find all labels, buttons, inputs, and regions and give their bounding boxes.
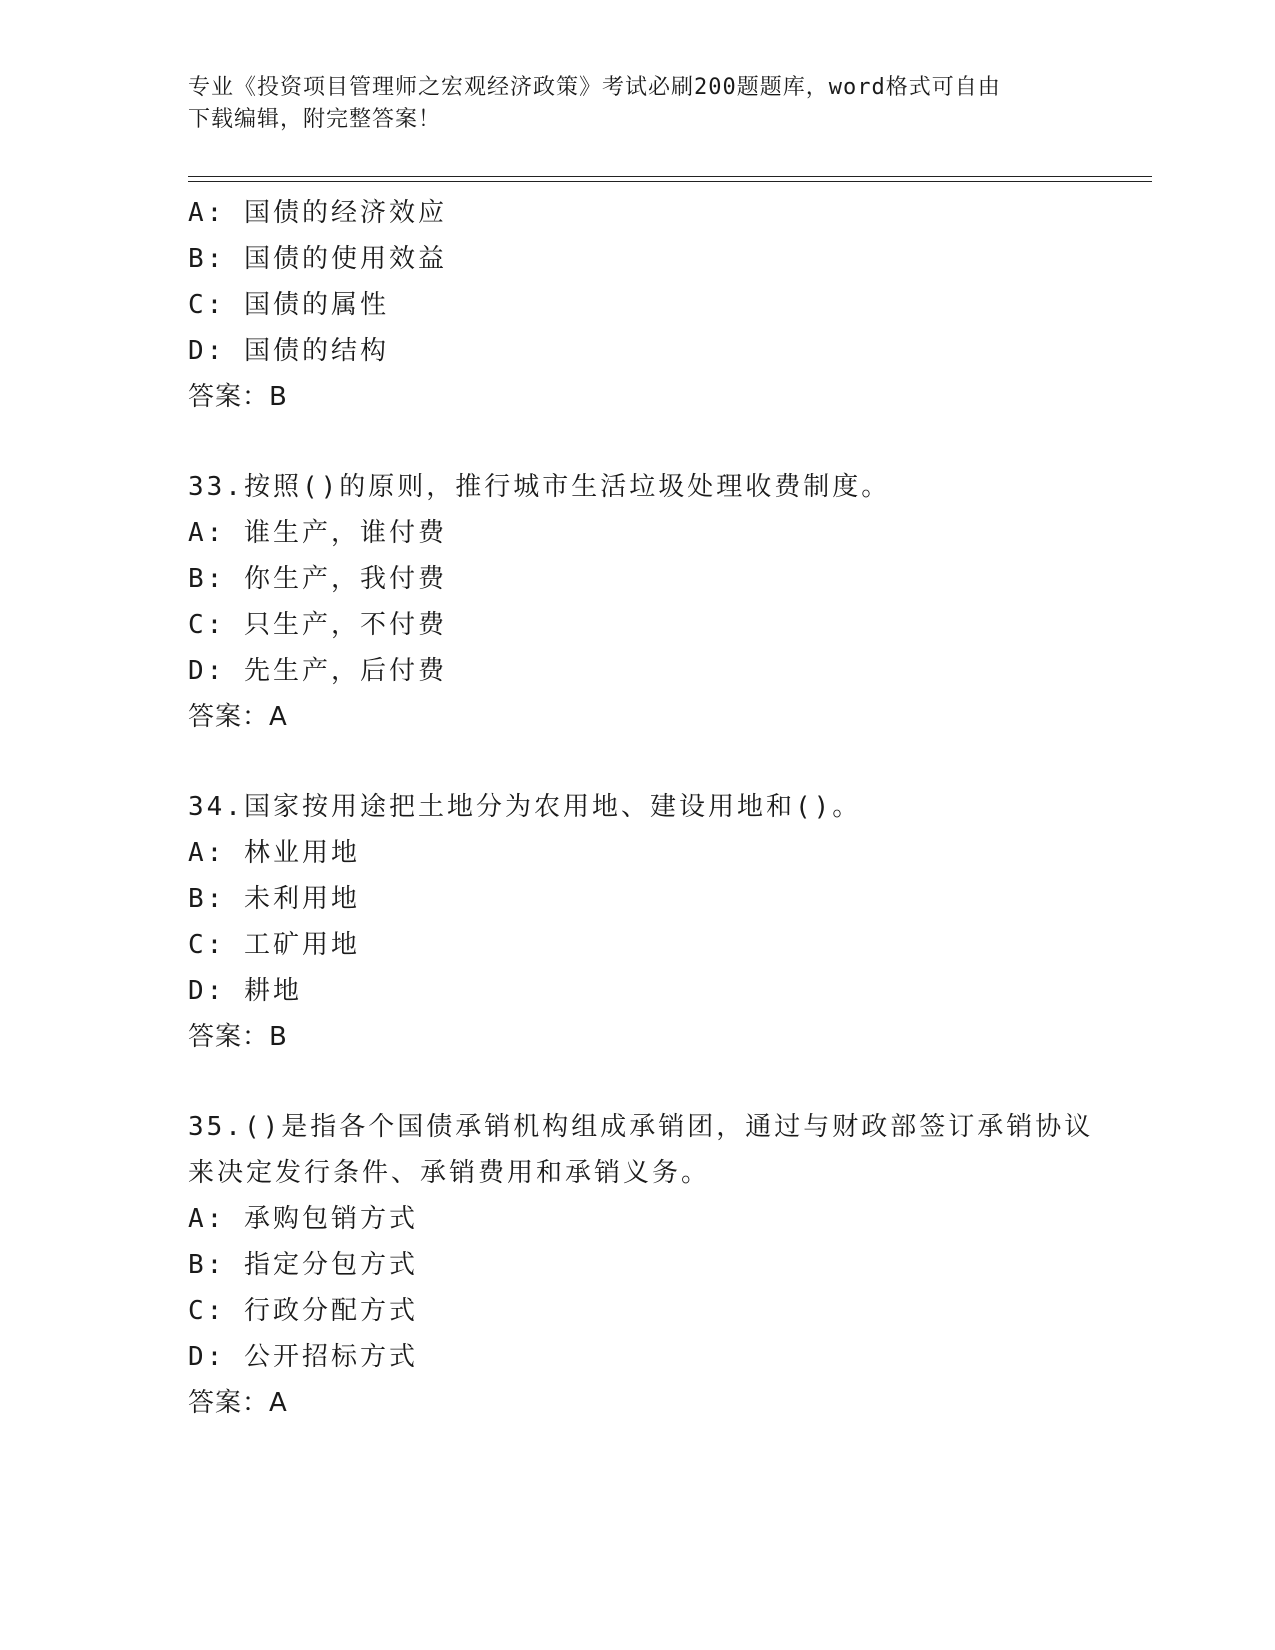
question-32 [188, 190, 1088, 420]
option-b: B: 指定分包方式 [188, 1250, 418, 1280]
answer: 答案：A [188, 702, 288, 732]
header-line-1: 专业《投资项目管理师之宏观经济政策》考试必刷200题题库，word格式可自由 [188, 75, 1001, 100]
question-stem: 34.国家按用途把土地分为农用地、建设用地和()。 [188, 792, 862, 822]
option-b: B: 国债的使用效益 [188, 244, 447, 274]
header-line-2: 下载编辑，附完整答案！ [188, 107, 442, 132]
option-b: B: 你生产，我付费 [188, 564, 447, 594]
option-d: D: 先生产，后付费 [188, 656, 447, 686]
question-35 [188, 1104, 1094, 1426]
question-stem-line-1: 35.()是指各个国债承销机构组成承销团，通过与财政部签订承销协议 [188, 1112, 1094, 1142]
option-d: D: 公开招标方式 [188, 1342, 418, 1372]
option-a: A: 承购包销方式 [188, 1204, 418, 1234]
option-d: D: 国债的结构 [188, 336, 389, 366]
answer: 答案：B [188, 382, 288, 412]
option-a: A: 谁生产，谁付费 [188, 518, 447, 548]
answer: 答案：B [188, 1022, 288, 1052]
question-list [188, 190, 1094, 1426]
option-c: C: 只生产，不付费 [188, 610, 447, 640]
option-c: C: 工矿用地 [188, 930, 360, 960]
option-d: D: 耕地 [188, 976, 302, 1006]
option-c: C: 行政分配方式 [188, 1296, 418, 1326]
option-c: C: 国债的属性 [188, 290, 389, 320]
header-divider-top [188, 176, 1152, 177]
question-stem: 33.按照()的原则，推行城市生活垃圾处理收费制度。 [188, 472, 891, 502]
document-header [188, 72, 1068, 136]
answer: 答案：A [188, 1388, 288, 1418]
option-b: B: 未利用地 [188, 884, 360, 914]
option-a: A: 国债的经济效应 [188, 198, 447, 228]
question-34 [188, 784, 1088, 1060]
question-33 [188, 464, 1088, 740]
option-a: A: 林业用地 [188, 838, 360, 868]
question-stem-line-2: 来决定发行条件、承销费用和承销义务。 [188, 1158, 711, 1188]
header-divider-bottom [188, 181, 1152, 182]
